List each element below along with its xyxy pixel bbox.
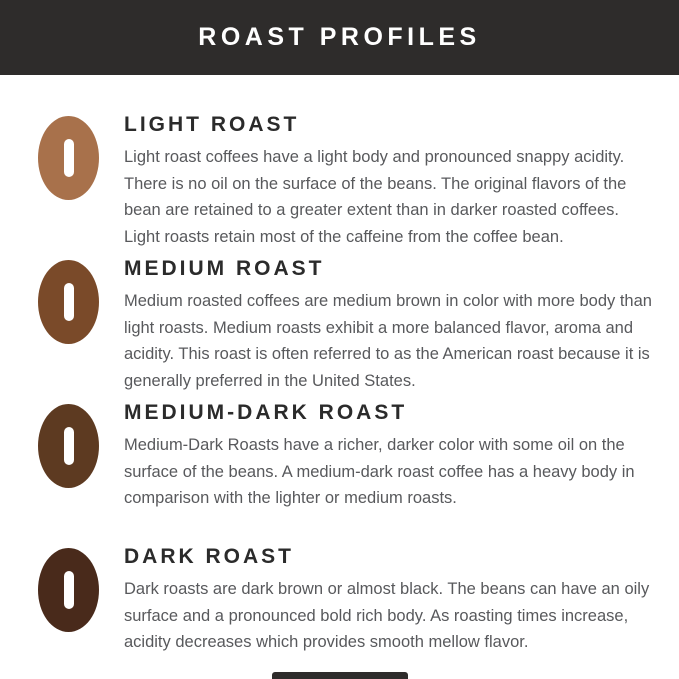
bean-column bbox=[38, 256, 124, 400]
coffee-bean-icon bbox=[38, 548, 99, 632]
text-column bbox=[124, 112, 657, 256]
bean-slit bbox=[64, 427, 74, 465]
roast-section-medium-dark bbox=[0, 400, 679, 544]
roast-description: Light roast coffees have a light body and pronounced snappy acidity. There is no oil on the surface of the beans. The original flavors of the bean are retained to a greater extent than in darker roasted coffees. Light roasts retain most of the caffeine from the coffee bean. bbox=[124, 148, 627, 246]
roast-section-medium bbox=[0, 256, 679, 400]
roast-heading: MEDIUM ROAST bbox=[124, 257, 325, 280]
bean-slit bbox=[64, 283, 74, 321]
roast-heading: LIGHT ROAST bbox=[124, 113, 300, 136]
header bbox=[0, 0, 679, 75]
roast-description: Medium-Dark Roasts have a richer, darker color with some oil on the surface of the beans. A medium-dark roast coffee has a heavy body in comparison with the lighter or medium roasts. bbox=[124, 436, 635, 507]
coffee-bean-icon bbox=[38, 116, 99, 200]
text-column bbox=[124, 400, 657, 544]
coffee-bean-icon bbox=[38, 260, 99, 344]
page-title: ROAST PROFILES bbox=[198, 23, 481, 51]
bean-column bbox=[38, 544, 124, 679]
footer-bar bbox=[272, 672, 408, 679]
roast-description: Dark roasts are dark brown or almost black. The beans can have an oily surface and a pronounced bold rich body. As roasting times increase, acidity decreases which provides smooth mellow flavor. bbox=[124, 580, 650, 651]
roast-description: Medium roasted coffees are medium brown in color with more body than light roasts. Medium roasts exhibit a more balanced flavor, aroma and acidity. This roast is often referred to as the American roast because it is generally preferred in the United States. bbox=[124, 292, 652, 390]
text-column bbox=[124, 544, 657, 679]
bean-column bbox=[38, 112, 124, 256]
roast-sections bbox=[0, 75, 679, 679]
roast-heading: DARK ROAST bbox=[124, 545, 294, 568]
bean-column bbox=[38, 400, 124, 544]
text-column bbox=[124, 256, 657, 400]
roast-heading: MEDIUM-DARK ROAST bbox=[124, 401, 408, 424]
bean-slit bbox=[64, 571, 74, 609]
roast-section-light bbox=[0, 112, 679, 256]
roast-section-dark bbox=[0, 544, 679, 679]
bean-slit bbox=[64, 139, 74, 177]
coffee-bean-icon bbox=[38, 404, 99, 488]
